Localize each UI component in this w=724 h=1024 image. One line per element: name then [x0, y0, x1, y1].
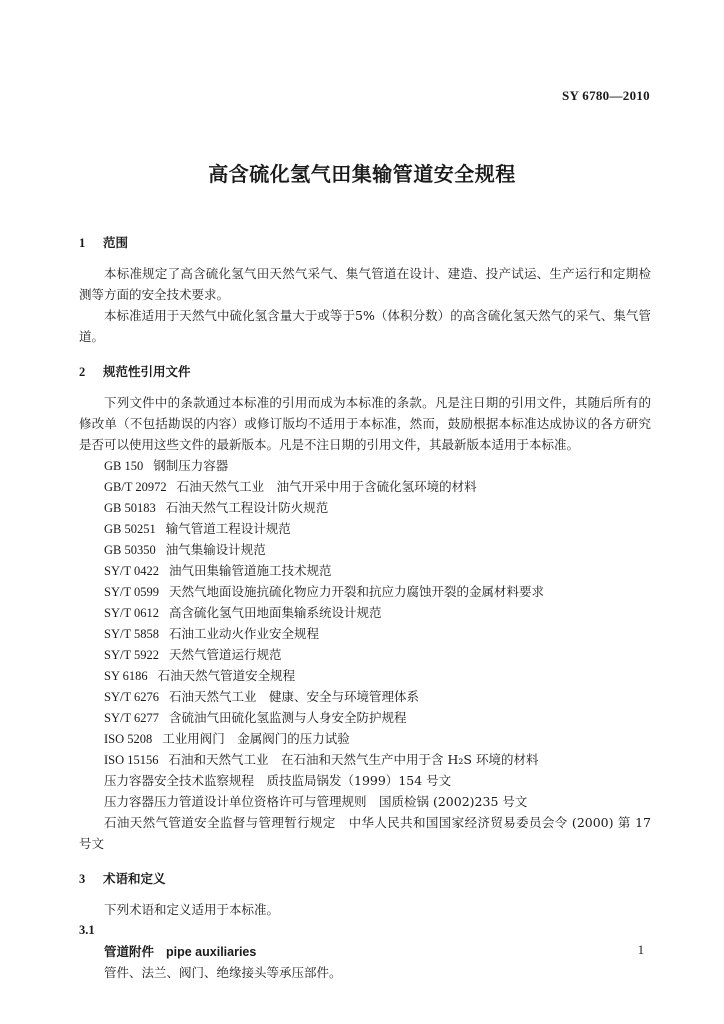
reference-item: [79, 686, 651, 707]
reference-item: [79, 707, 651, 728]
reference-code: ISO 15156: [104, 753, 159, 767]
reference-item: [79, 749, 651, 770]
term-chinese: 管道附件: [104, 944, 155, 959]
regulation-item: 压力容器压力管道设计单位资格许可与管理规则 国质检锅 (2002)235 号文: [104, 794, 528, 809]
reference-code: SY 6186: [104, 669, 148, 683]
standard-code: SY 6780—2010: [562, 88, 650, 103]
regulation-item: 石油天然气管道安全监督与管理暂行规定 中华人民共和国国家经济贸易委员会令 (2000) 第 17 号文: [79, 815, 651, 851]
clause-number: 3.1: [79, 923, 95, 937]
reference-code: SY/T 6277: [104, 711, 159, 725]
reference-item: [79, 581, 651, 602]
reference-title: 钢制压力容器: [153, 458, 229, 473]
section-heading-scope: [79, 232, 651, 253]
reference-title: 油气田集输管道施工技术规范: [169, 563, 332, 578]
reference-code: GB/T 20972: [104, 480, 167, 494]
reference-title: 输气管道工程设计规范: [165, 521, 291, 536]
reference-code: SY/T 0422: [104, 564, 159, 578]
references-intro: 下列文件中的条款通过本标准的引用而成为本标准的条款。凡是注日期的引用文件，其随后所有的修改单（不包括勘误的内容）或修订版均不适用于本标准，然而，鼓励根据本标准达成协议的各方研究是否可以使用这些文件的最新版本。凡是不注日期的引用文件，其最新版本适用于本标准。: [79, 395, 651, 452]
reference-item: [79, 728, 651, 749]
reference-title: 石油和天然气工业 在石油和天然气生产中用于含 H₂S 环境的材料: [168, 752, 539, 767]
reference-title: 油气集输设计规范: [165, 542, 266, 557]
reference-item: [79, 602, 651, 623]
reference-title: 石油天然气工业 健康、安全与环境管理体系: [169, 689, 420, 704]
section-heading-terms: [79, 868, 651, 889]
reference-code: ISO 5208: [104, 732, 153, 746]
scope-paragraph: 本标准规定了高含硫化氢气田天然气采气、集气管道在设计、建造、投产试运、生产运行和定期检测等方面的安全技术要求。: [79, 266, 651, 302]
page-number: 1: [637, 943, 644, 957]
reference-title: 天然气地面设施抗硫化物应力开裂和抗应力腐蚀开裂的金属材料要求: [169, 584, 545, 599]
section-number: 3: [79, 872, 86, 886]
reference-item: [79, 560, 651, 581]
reference-title: 石油工业动火作业安全规程: [169, 626, 320, 641]
document-title: 高含硫化氢气田集输管道安全规程: [208, 162, 516, 186]
reference-title: 石油天然气工业 油气开采中用于含硫化氢环境的材料: [176, 479, 477, 494]
reference-code: SY/T 0612: [104, 606, 159, 620]
term-entry: [79, 941, 651, 962]
document-body: [79, 232, 651, 983]
reference-title: 工业用阀门 金属阀门的压力试验: [162, 731, 350, 746]
reference-title: 石油天然气工程设计防火规范: [165, 500, 329, 515]
term-english: pipe auxiliaries: [166, 945, 257, 959]
section-title: 规范性引用文件: [103, 364, 191, 379]
regulation-item: 压力容器安全技术监察规程 质技监局锅发（1999）154 号文: [104, 773, 452, 788]
reference-item: [79, 644, 651, 665]
scope-paragraph: 本标准适用于天然气中硫化氢含量大于或等于5%（体积分数）的高含硫化氢天然气的采气、集气管道。: [79, 308, 651, 344]
section-heading-references: [79, 361, 651, 382]
reference-code: GB 50251: [104, 522, 156, 536]
reference-title: 石油天然气管道安全规程: [157, 668, 296, 683]
section-number: 1: [79, 236, 86, 250]
reference-item: [79, 476, 651, 497]
reference-code: SY/T 5858: [104, 627, 159, 641]
reference-item: [79, 455, 651, 476]
section-title: 术语和定义: [103, 871, 166, 886]
reference-title: 高含硫化氢气田地面集输系统设计规范: [169, 605, 382, 620]
reference-title: 天然气管道运行规范: [169, 647, 282, 662]
section-number: 2: [79, 365, 86, 379]
reference-code: SY/T 0599: [104, 585, 159, 599]
terms-intro: 下列术语和定义适用于本标准。: [104, 902, 280, 917]
reference-code: GB 150: [104, 459, 144, 473]
section-title: 范围: [103, 235, 129, 250]
reference-code: GB 50350: [104, 543, 156, 557]
term-definition: 管件、法兰、阀门、绝缘接头等承压部件。: [104, 965, 342, 980]
reference-list: [79, 455, 651, 812]
reference-code: SY/T 6276: [104, 690, 159, 704]
reference-title: 含硫油气田硫化氢监测与人身安全防护规程: [169, 710, 407, 725]
reference-item: [79, 539, 651, 560]
reference-item: [79, 518, 651, 539]
reference-item: [79, 623, 651, 644]
reference-code: SY/T 5922: [104, 648, 159, 662]
reference-item: [79, 665, 651, 686]
reference-item: [79, 497, 651, 518]
reference-code: GB 50183: [104, 501, 156, 515]
